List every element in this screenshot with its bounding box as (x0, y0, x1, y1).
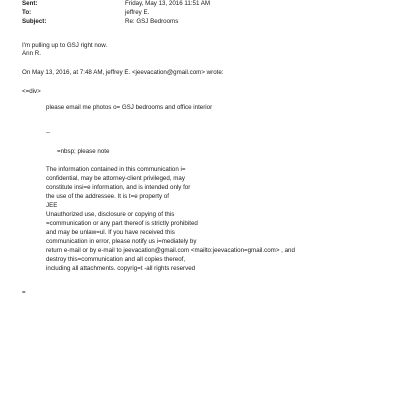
div-tag: <=div> (22, 88, 41, 95)
disclaimer-line: The information contained in this communication i= (46, 166, 186, 173)
disclaimer-line: the use of the addressee. It is t=e property of (46, 193, 169, 200)
to-row (22, 9, 149, 17)
disclaimer-line: communication in error, please notify us i=mediately by (46, 238, 197, 245)
disclaimer-line: Unauthorized use, disclosure or copying of this (46, 211, 175, 218)
disclaimer-line: including all attachments. copyrig=t -all rights reserved (46, 265, 196, 272)
dashes-line: -- (46, 129, 51, 136)
disclaimer-line: JEE (46, 202, 58, 209)
sent-label: Sent: (22, 0, 38, 7)
reply-signature: Ann R. (22, 50, 41, 57)
subject-label: Subject: (22, 18, 47, 25)
nbsp-note: =nbsp; please note (57, 148, 110, 155)
disclaimer-line: =communication or any part thereof is strictly prohibited (46, 220, 198, 227)
sent-value: Friday, May 13, 2016 11:51 AM (125, 0, 211, 7)
to-value: jeffrey E. (125, 9, 150, 16)
sent-row (22, 0, 210, 8)
quote-intro: On May 13, 2016, at 7:48 AM, jeffrey E. <jeevacation@gmail.com> wrote: (22, 69, 224, 76)
disclaimer-line: destroy this=communication and all copies thereof, (46, 256, 186, 263)
to-label: To: (22, 9, 32, 16)
trailing-mark: = (22, 289, 26, 296)
disclaimer-line: return e-mail or by e-mail to jeevacation@gmail.com <mailto:jeevacation=gmail.com> , and (46, 247, 295, 254)
disclaimer-line: and may be unlaw=ul. If you have received this (46, 229, 175, 236)
request-line: please email me photos o= GSJ bedrooms and office interior (46, 104, 213, 111)
subject-row (22, 18, 178, 26)
subject-value: Re: GSJ Bedrooms (125, 18, 179, 25)
disclaimer-line: constitute insi=e information, and is intended only for (46, 184, 191, 191)
disclaimer-line: confidential, may be attorney-client privileged, may (46, 175, 185, 182)
reply-line-1: I'm pulling up to GSJ right now. (22, 42, 108, 49)
